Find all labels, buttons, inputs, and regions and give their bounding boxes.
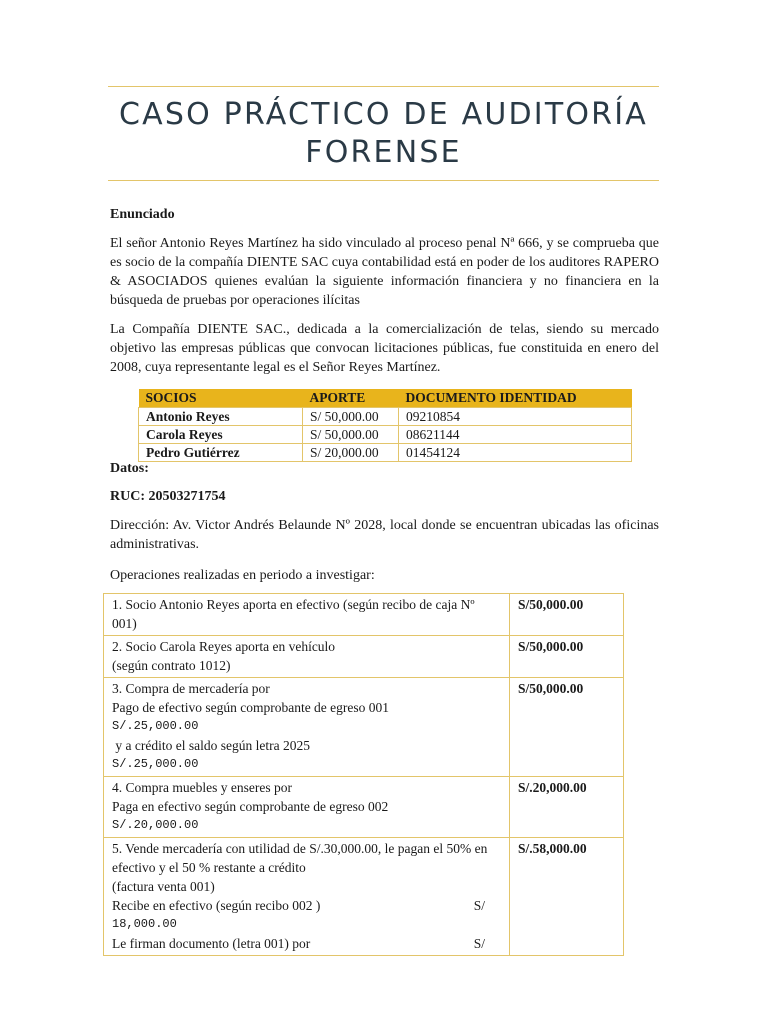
table-row bbox=[104, 678, 624, 777]
socio-name: Pedro Gutiérrez bbox=[139, 444, 303, 462]
operation-amount: S/50,000.00 bbox=[510, 636, 624, 678]
operation-line: 4. Compra muebles y enseres por bbox=[112, 780, 292, 795]
operation-line: S/.25,000.00 bbox=[112, 757, 199, 771]
socio-name: Antonio Reyes bbox=[139, 408, 303, 426]
aporte-header: APORTE bbox=[303, 389, 399, 408]
operation-line: 3. Compra de mercadería por bbox=[112, 681, 270, 696]
operation-line: 5. Vende mercadería con utilidad de S/.30,000.00, le pagan el 50% en efectivo y el 50 % restante a crédito bbox=[112, 841, 488, 875]
operation-line: y a crédito el saldo según letra 2025 bbox=[112, 738, 310, 753]
operation-line: S/.25,000.00 bbox=[112, 719, 199, 733]
operation-amount: S/50,000.00 bbox=[510, 678, 624, 777]
table-row bbox=[104, 594, 624, 636]
operation-subline bbox=[112, 934, 501, 953]
table-row bbox=[104, 838, 624, 956]
subline-currency: S/ bbox=[473, 898, 485, 913]
operation-description bbox=[104, 636, 510, 678]
documento-header: DOCUMENTO IDENTIDAD bbox=[399, 389, 632, 408]
socio-documento: 08621144 bbox=[399, 426, 632, 444]
socios-header: SOCIOS bbox=[139, 389, 303, 408]
socio-aporte: S/ 50,000.00 bbox=[303, 408, 399, 426]
operation-amount: S/.58,000.00 bbox=[510, 838, 624, 956]
operation-line: 1. Socio Antonio Reyes aporta en efectivo (según recibo de caja Nº 001) bbox=[112, 597, 475, 631]
enunciado-heading: Enunciado bbox=[110, 207, 175, 222]
table-row bbox=[104, 636, 624, 678]
subline-currency: S/ bbox=[473, 936, 485, 951]
operaciones-intro: Operaciones realizadas en periodo a investigar: bbox=[110, 568, 375, 583]
datos-heading: Datos: bbox=[110, 461, 149, 476]
paragraph-1: El señor Antonio Reyes Martínez ha sido vinculado al proceso penal Nª 666, y se comprueba que es socio de la compañía DIENTE SAC cuya contabilidad está en poder de los auditores RAPERO & ASOCIADOS quienes evalúan la siguiente información financiera y no financiera en la búsqueda de pruebas por operaciones ilícitas bbox=[110, 236, 659, 308]
socio-documento: 09210854 bbox=[399, 408, 632, 426]
socios-header-row bbox=[139, 389, 632, 408]
socios-table bbox=[138, 389, 632, 462]
operation-description bbox=[104, 678, 510, 777]
operation-subline bbox=[112, 896, 501, 915]
direccion-text: Dirección: Av. Victor Andrés Belaunde Nº 2028, local donde se encuentran ubicadas las oficinas administrativas. bbox=[110, 518, 659, 552]
socio-name: Carola Reyes bbox=[139, 426, 303, 444]
operation-line: 2. Socio Carola Reyes aporta en vehículo bbox=[112, 639, 336, 654]
page-title: CASO PRÁCTICO DE AUDITORÍA FORENSE bbox=[119, 97, 648, 170]
operation-line: Pago de efectivo según comprobante de egreso 001 bbox=[112, 700, 390, 715]
operation-description bbox=[104, 777, 510, 838]
table-row bbox=[139, 408, 632, 426]
operation-line: (factura venta 001) bbox=[112, 879, 215, 894]
operations-table bbox=[103, 593, 624, 956]
operation-line: S/.20,000.00 bbox=[112, 818, 199, 832]
operation-description bbox=[104, 594, 510, 636]
paragraph-2: La Compañía DIENTE SAC., dedicada a la comercialización de telas, siendo su mercado objetivo las empresas públicas que convocan licitaciones públicas, fue constituida en enero del 2008, cuya representante legal es el Señor Reyes Martínez. bbox=[110, 322, 659, 375]
subline-value: 18,000.00 bbox=[112, 917, 177, 931]
subline-label: Recibe en efectivo (según recibo 002 ) bbox=[112, 898, 321, 913]
top-rule bbox=[108, 86, 659, 87]
operation-amount: S/50,000.00 bbox=[510, 594, 624, 636]
table-row bbox=[139, 426, 632, 444]
socio-aporte: S/ 20,000.00 bbox=[303, 444, 399, 462]
operation-description bbox=[104, 838, 510, 956]
table-row bbox=[104, 777, 624, 838]
socio-aporte: S/ 50,000.00 bbox=[303, 426, 399, 444]
operation-line: Paga en efectivo según comprobante de egreso 002 bbox=[112, 799, 389, 814]
operation-amount: S/.20,000.00 bbox=[510, 777, 624, 838]
ruc-value: RUC: 20503271754 bbox=[110, 489, 226, 504]
subline-label: Le firman documento (letra 001) por bbox=[112, 936, 311, 951]
operation-line: (según contrato 1012) bbox=[112, 658, 231, 673]
socio-documento: 01454124 bbox=[399, 444, 632, 462]
bottom-rule bbox=[108, 180, 659, 181]
